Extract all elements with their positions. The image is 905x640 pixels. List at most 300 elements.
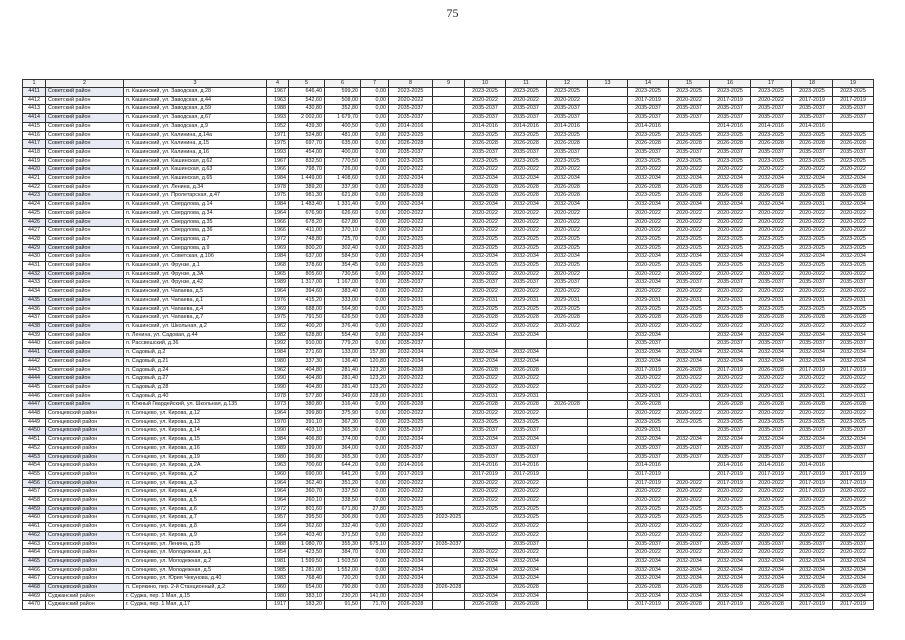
table-cell: 2032-2034 xyxy=(628,592,669,601)
table-cell: 1984 xyxy=(267,349,289,358)
table-cell xyxy=(547,505,588,514)
table-cell xyxy=(588,383,628,392)
table-row xyxy=(23,244,874,253)
table-cell: 690,00 xyxy=(289,470,325,479)
table-cell: 2029-2031 xyxy=(506,392,547,401)
table-cell: 1917 xyxy=(267,601,289,610)
table-cell: 2032-2034 xyxy=(389,575,433,584)
table-cell: 2023-2025 xyxy=(465,244,506,253)
table-cell: 554,40 xyxy=(325,331,361,340)
table-cell: 2032-2034 xyxy=(628,331,669,340)
table-cell: 4463 xyxy=(23,540,46,549)
table-cell: 1969 xyxy=(267,305,289,314)
table-cell: Солнцевский район xyxy=(46,531,124,540)
table-cell xyxy=(588,122,628,131)
column-header: 4 xyxy=(267,80,289,88)
table-cell: 726,00 xyxy=(325,166,361,175)
table-cell: 2026-2028 xyxy=(506,401,547,410)
table-cell: 2020-2022 xyxy=(792,523,833,532)
table-row xyxy=(23,131,874,140)
table-cell: 2035-2037 xyxy=(506,105,547,114)
table-cell: 2023-2025 xyxy=(628,418,669,427)
table-cell xyxy=(547,549,588,558)
table-cell: 2026-2028 xyxy=(628,140,669,149)
table-cell: 2020-2022 xyxy=(506,227,547,236)
table-cell: 1966 xyxy=(267,166,289,175)
table-cell: 2020-2022 xyxy=(751,322,792,331)
table-cell: 2020-2022 xyxy=(506,523,547,532)
table-cell: 2032-2034 xyxy=(465,331,506,340)
table-cell: 2023-2025 xyxy=(710,157,751,166)
table-cell: 2020-2022 xyxy=(833,375,874,384)
table-cell: 4461 xyxy=(23,523,46,532)
table-row xyxy=(23,497,874,506)
table-cell: 2020-2022 xyxy=(710,410,751,419)
table-cell: 2035-2037 xyxy=(506,453,547,462)
table-cell: 584,50 xyxy=(325,253,361,262)
table-cell: п. Кашинский, ул. Заводская, д.9 xyxy=(124,122,267,131)
table-cell: 1 483,40 xyxy=(289,201,325,210)
table-cell: 2020-2022 xyxy=(710,523,751,532)
table-cell xyxy=(669,340,710,349)
table-cell: 2026-2028 xyxy=(751,366,792,375)
table-cell: 1975 xyxy=(267,192,289,201)
table-cell: 1968 xyxy=(267,262,289,271)
table-cell: 2020-2022 xyxy=(792,531,833,540)
table-cell: 2017-2019 xyxy=(710,96,751,105)
table-cell: Солнцевский район xyxy=(46,557,124,566)
table-cell: 2020-2022 xyxy=(792,497,833,506)
table-cell: Солнцевский район xyxy=(46,427,124,436)
table-cell: п. Солнцево, ул. Кирова, д.12 xyxy=(124,410,267,419)
table-cell: 2029-2031 xyxy=(669,392,710,401)
table-cell: 2026-2028 xyxy=(669,183,710,192)
table-cell xyxy=(433,470,465,479)
table-cell: 2020-2022 xyxy=(751,497,792,506)
table-cell: 1988 xyxy=(267,540,289,549)
table-cell: 2017-2019 xyxy=(751,470,792,479)
table-cell: 2032-2034 xyxy=(710,349,751,358)
table-cell xyxy=(433,479,465,488)
table-cell: 4441 xyxy=(23,349,46,358)
table-cell: 2020-2022 xyxy=(833,523,874,532)
table-cell xyxy=(588,105,628,114)
table-cell: 4435 xyxy=(23,296,46,305)
table-cell xyxy=(588,88,628,97)
table-cell: 2020-2022 xyxy=(389,375,433,384)
table-cell: 395,50 xyxy=(289,514,325,523)
table-cell: 1 408,60 xyxy=(325,175,361,184)
table-cell: 2020-2022 xyxy=(465,497,506,506)
table-cell: 2029-2031 xyxy=(792,201,833,210)
column-header: 5 xyxy=(289,80,325,88)
table-cell: 2032-2034 xyxy=(506,436,547,445)
table-cell: п. Солнцево, ул. Кирова, д.13 xyxy=(124,418,267,427)
table-cell: 2035-2037 xyxy=(710,444,751,453)
table-cell xyxy=(588,227,628,236)
table-cell xyxy=(433,305,465,314)
table-cell: Советский район xyxy=(46,183,124,192)
table-cell: 2035-2037 xyxy=(833,540,874,549)
column-header: 9 xyxy=(433,80,465,88)
table-cell xyxy=(547,531,588,540)
table-cell: 2023-2025 xyxy=(792,157,833,166)
table-cell: 91,50 xyxy=(325,601,361,610)
table-cell xyxy=(588,462,628,471)
table-cell: 1971 xyxy=(267,131,289,140)
table-cell: п. Солнцево, ул. Кирова, д.5 xyxy=(124,497,267,506)
table-cell: 0,00 xyxy=(361,192,389,201)
table-cell: Советский район xyxy=(46,192,124,201)
table-row xyxy=(23,566,874,575)
table-cell: 332,40 xyxy=(325,523,361,532)
table-cell: 2020-2022 xyxy=(506,288,547,297)
table-cell: 2035-2037 xyxy=(628,340,669,349)
table-cell xyxy=(433,375,465,384)
table-cell: 1965 xyxy=(267,270,289,279)
table-cell: 2032-2034 xyxy=(506,592,547,601)
table-cell: Советский район xyxy=(46,166,124,175)
table-cell: п. Кашинский, ул. Фрунзе, д.42 xyxy=(124,279,267,288)
table-cell: 2020-2022 xyxy=(669,523,710,532)
table-cell: 2020-2022 xyxy=(547,218,588,227)
table-cell: Советский район xyxy=(46,114,124,123)
table-cell xyxy=(433,279,465,288)
table-cell: 1980 xyxy=(267,592,289,601)
table-cell: Советский район xyxy=(46,366,124,375)
table-cell: 2023-2025 xyxy=(751,262,792,271)
table-cell: 365,30 xyxy=(325,427,361,436)
table-cell: 2014-2016 xyxy=(792,122,833,131)
table-cell: 2017-2019 xyxy=(833,470,874,479)
table-cell: 2014-2016 xyxy=(506,122,547,131)
table-cell: 1966 xyxy=(267,227,289,236)
table-cell: 2020-2022 xyxy=(465,383,506,392)
table-cell: Солнцевский район xyxy=(46,436,124,445)
table-cell: 2032-2034 xyxy=(669,436,710,445)
table-cell: 2035-2037 xyxy=(506,427,547,436)
table-cell: 2020-2022 xyxy=(792,549,833,558)
table-cell: 675,10 xyxy=(361,540,389,549)
table-cell: 481,00 xyxy=(325,131,361,140)
table-cell xyxy=(547,488,588,497)
table-cell: 2023-2025 xyxy=(751,305,792,314)
table-cell: 2020-2022 xyxy=(751,166,792,175)
table-cell: 2014-2016 xyxy=(710,122,751,131)
table-cell: Советский район xyxy=(46,270,124,279)
table-cell: 2032-2034 xyxy=(833,436,874,445)
table-cell xyxy=(465,514,506,523)
table-cell: 0,00 xyxy=(361,436,389,445)
table-cell: 2026-2028 xyxy=(833,192,874,201)
table-cell: 2032-2034 xyxy=(669,349,710,358)
table-cell xyxy=(669,427,710,436)
table-cell xyxy=(433,549,465,558)
table-cell: 2026-2028 xyxy=(628,314,669,323)
table-cell: 2026-2028 xyxy=(465,601,506,610)
table-cell: 2035-2037 xyxy=(628,114,669,123)
table-cell: 2020-2022 xyxy=(710,209,751,218)
table-row xyxy=(23,462,874,471)
table-cell: 2032-2034 xyxy=(389,175,433,184)
table-cell: 2017-2019 xyxy=(710,479,751,488)
table-cell: 2023-2025 xyxy=(389,131,433,140)
table-cell: 2020-2022 xyxy=(833,410,874,419)
column-header: 19 xyxy=(833,80,874,88)
table-cell: 2023-2025 xyxy=(751,131,792,140)
table-cell xyxy=(433,331,465,340)
table-cell: 768,40 xyxy=(289,575,325,584)
table-row xyxy=(23,410,874,419)
table-cell: 2023-2025 xyxy=(710,131,751,140)
table-cell: п. Солнцево, ул. Кирова, д.9 xyxy=(124,531,267,540)
table-cell: 333,00 xyxy=(325,296,361,305)
table-cell: 337,30 xyxy=(289,357,325,366)
table-cell: 2023-2025 xyxy=(628,88,669,97)
table-cell: п. Кашинский, ул. Калинина, д.15 xyxy=(124,140,267,149)
table-cell: 1962 xyxy=(267,322,289,331)
table-cell: 2035-2037 xyxy=(669,105,710,114)
table-cell: 2035-2037 xyxy=(751,540,792,549)
table-cell: п. Солнцево, ул. Кирова, д.14 xyxy=(124,427,267,436)
table-cell: 542,60 xyxy=(289,96,325,105)
table-cell xyxy=(833,122,874,131)
table-cell: 2020-2022 xyxy=(465,531,506,540)
table-cell: 2023-2025 xyxy=(506,157,547,166)
table-cell: 2032-2034 xyxy=(710,557,751,566)
table-cell: 4431 xyxy=(23,262,46,271)
table-cell: п. Кашинский, ул. Свердлова, д.36 xyxy=(124,227,267,236)
table-cell: 2023-2025 xyxy=(669,131,710,140)
table-cell: 2032-2034 xyxy=(547,175,588,184)
table-cell: 2026-2028 xyxy=(833,584,874,593)
table-cell: 1967 xyxy=(267,88,289,97)
table-row xyxy=(23,453,874,462)
table-cell: 791,50 xyxy=(289,314,325,323)
table-cell: 2026-2028 xyxy=(833,183,874,192)
table-row xyxy=(23,227,874,236)
table-row xyxy=(23,392,874,401)
table-cell: 4446 xyxy=(23,392,46,401)
table-cell: 4427 xyxy=(23,227,46,236)
table-cell xyxy=(588,305,628,314)
table-cell: п. Солнцево, ул. Кирова, д.4 xyxy=(124,488,267,497)
table-cell: 2032-2034 xyxy=(751,253,792,262)
table-cell: Советский район xyxy=(46,148,124,157)
table-cell xyxy=(433,592,465,601)
table-cell: 2020-2022 xyxy=(751,375,792,384)
table-cell: 2023-2025 xyxy=(710,235,751,244)
table-cell: 2035-2037 xyxy=(669,453,710,462)
table-cell: 0,00 xyxy=(361,340,389,349)
table-cell: Советский район xyxy=(46,357,124,366)
table-cell: Советский район xyxy=(46,375,124,384)
table-cell: 2035-2037 xyxy=(669,114,710,123)
table-cell: 2023-2025 xyxy=(833,88,874,97)
table-cell: 2023-2025 xyxy=(751,514,792,523)
table-cell: 1978 xyxy=(267,392,289,401)
table-cell: Советский район xyxy=(46,401,124,410)
table-cell: 4453 xyxy=(23,453,46,462)
table-cell: Советский район xyxy=(46,279,124,288)
table-cell: 378,60 xyxy=(289,262,325,271)
table-cell: 2032-2034 xyxy=(833,575,874,584)
table-cell: 1984 xyxy=(267,175,289,184)
table-cell: 4469 xyxy=(23,592,46,601)
table-cell: 2020-2022 xyxy=(389,523,433,532)
table-cell: 2023-2025 xyxy=(465,505,506,514)
table-cell: 2020-2022 xyxy=(465,227,506,236)
table-cell: 2020-2022 xyxy=(710,383,751,392)
table-cell xyxy=(669,331,710,340)
table-cell: 0,00 xyxy=(361,227,389,236)
table-cell: 2020-2022 xyxy=(465,166,506,175)
table-cell: 2020-2022 xyxy=(833,531,874,540)
table-cell: 2032-2034 xyxy=(669,357,710,366)
table-row xyxy=(23,549,874,558)
table-cell: 2035-2037 xyxy=(792,340,833,349)
table-cell: 2023-2025 xyxy=(669,244,710,253)
table-cell: 720,20 xyxy=(325,575,361,584)
table-cell: 380,80 xyxy=(289,401,325,410)
table-cell: 2029-2031 xyxy=(628,296,669,305)
table-cell: 2014-2016 xyxy=(465,122,506,131)
table-cell: 4442 xyxy=(23,357,46,366)
table-cell: 2020-2022 xyxy=(628,322,669,331)
table-cell: 403,10 xyxy=(289,427,325,436)
table-cell: 676,90 xyxy=(289,209,325,218)
table-cell: 2032-2034 xyxy=(465,557,506,566)
table-cell: 404,80 xyxy=(289,383,325,392)
table-cell: п. Южный Гвардейский, ул. Школьная, д.135 xyxy=(124,401,267,410)
table-cell: 2020-2022 xyxy=(792,166,833,175)
table-cell: Советский район xyxy=(46,305,124,314)
table-row xyxy=(23,349,874,358)
table-cell: 2035-2037 xyxy=(751,444,792,453)
table-cell: 2026-2028 xyxy=(389,140,433,149)
table-cell xyxy=(433,314,465,323)
table-cell: 2023-2025 xyxy=(628,131,669,140)
table-cell: 2032-2034 xyxy=(628,279,669,288)
table-cell: 2020-2022 xyxy=(833,497,874,506)
table-cell: 1964 xyxy=(267,479,289,488)
table-cell: 1972 xyxy=(267,505,289,514)
table-cell: 2032-2034 xyxy=(710,331,751,340)
table-cell: 27,80 xyxy=(361,505,389,514)
table-cell: 2026-2028 xyxy=(465,140,506,149)
table-cell: 2023-2025 xyxy=(833,514,874,523)
table-cell xyxy=(433,96,465,105)
table-cell xyxy=(588,175,628,184)
table-cell: 2035-2037 xyxy=(389,114,433,123)
column-header: 16 xyxy=(710,80,751,88)
table-cell: п. Солнцево, ул. Кирова, д.7 xyxy=(124,514,267,523)
table-cell: 2020-2022 xyxy=(833,549,874,558)
table-cell: 2020-2022 xyxy=(506,479,547,488)
table-cell: 4445 xyxy=(23,383,46,392)
table-cell: 2032-2034 xyxy=(389,349,433,358)
table-cell: 4448 xyxy=(23,410,46,419)
table-cell: 2023-2025 xyxy=(833,505,874,514)
table-cell xyxy=(588,366,628,375)
table-cell: 2020-2022 xyxy=(710,375,751,384)
table-cell: 2032-2034 xyxy=(389,557,433,566)
table-cell: 2023-2025 xyxy=(506,88,547,97)
table-cell: 1952 xyxy=(267,122,289,131)
table-cell: 4470 xyxy=(23,601,46,610)
table-cell: 1960 xyxy=(267,470,289,479)
table-cell: 2032-2034 xyxy=(710,566,751,575)
table-cell: 2020-2022 xyxy=(547,288,588,297)
table-cell: 2020-2022 xyxy=(669,218,710,227)
table-row xyxy=(23,523,874,532)
table-cell xyxy=(433,105,465,114)
table-row xyxy=(23,366,874,375)
table-cell: 2035-2037 xyxy=(389,453,433,462)
table-row xyxy=(23,505,874,514)
table-cell xyxy=(588,357,628,366)
table-cell: 2035-2037 xyxy=(506,540,547,549)
table-cell: 725,70 xyxy=(325,235,361,244)
table-cell: п. Садовый, д.40 xyxy=(124,392,267,401)
table-cell: 2023-2025 xyxy=(547,235,588,244)
table-cell: 2035-2037 xyxy=(465,105,506,114)
table-cell: 362,60 xyxy=(289,523,325,532)
table-cell: п. Солнцево, ул. Кирова, д.3 xyxy=(124,479,267,488)
table-cell: 370,10 xyxy=(325,227,361,236)
table-cell: Советский район xyxy=(46,253,124,262)
table-cell: 2032-2034 xyxy=(389,566,433,575)
table-cell: п. Солнцево, ул. Кирова, д.2 xyxy=(124,470,267,479)
table-cell xyxy=(433,183,465,192)
table-cell: 2020-2022 xyxy=(389,479,433,488)
column-header: 3 xyxy=(124,80,267,88)
table-cell: 1985 xyxy=(267,566,289,575)
table-cell: п. Солнцево, ул. Кирова, д.6 xyxy=(124,505,267,514)
table-cell: 1993 xyxy=(267,114,289,123)
table-cell: 801,60 xyxy=(289,505,325,514)
table-row xyxy=(23,253,874,262)
table-cell: 4424 xyxy=(23,201,46,210)
table-cell: 1980 xyxy=(267,357,289,366)
table-cell xyxy=(588,183,628,192)
table-cell: 2023-2025 xyxy=(628,505,669,514)
table-cell: 2023-2025 xyxy=(669,262,710,271)
table-cell: 4437 xyxy=(23,314,46,323)
column-header: 13 xyxy=(588,80,628,88)
table-cell: Советский район xyxy=(46,288,124,297)
table-cell: 2023-2025 xyxy=(669,505,710,514)
table-cell: 2023-2025 xyxy=(710,305,751,314)
table-cell: 2032-2034 xyxy=(628,357,669,366)
table-cell: 2032-2034 xyxy=(465,201,506,210)
table-row xyxy=(23,140,874,149)
table-cell: 2020-2022 xyxy=(669,227,710,236)
column-header: 2 xyxy=(46,80,124,88)
table-cell: 2032-2034 xyxy=(389,592,433,601)
table-cell xyxy=(588,444,628,453)
table-cell: 0,00 xyxy=(361,131,389,140)
table-cell: 2035-2037 xyxy=(792,427,833,436)
table-cell: Советский район xyxy=(46,122,124,131)
table-cell: 1964 xyxy=(267,288,289,297)
table-cell: Советский район xyxy=(46,227,124,236)
table-cell: 1954 xyxy=(267,549,289,558)
table-cell: 4415 xyxy=(23,122,46,131)
table-cell: 1 599,50 xyxy=(289,557,325,566)
table-cell: 404,80 xyxy=(289,375,325,384)
table-cell: 0,00 xyxy=(361,305,389,314)
